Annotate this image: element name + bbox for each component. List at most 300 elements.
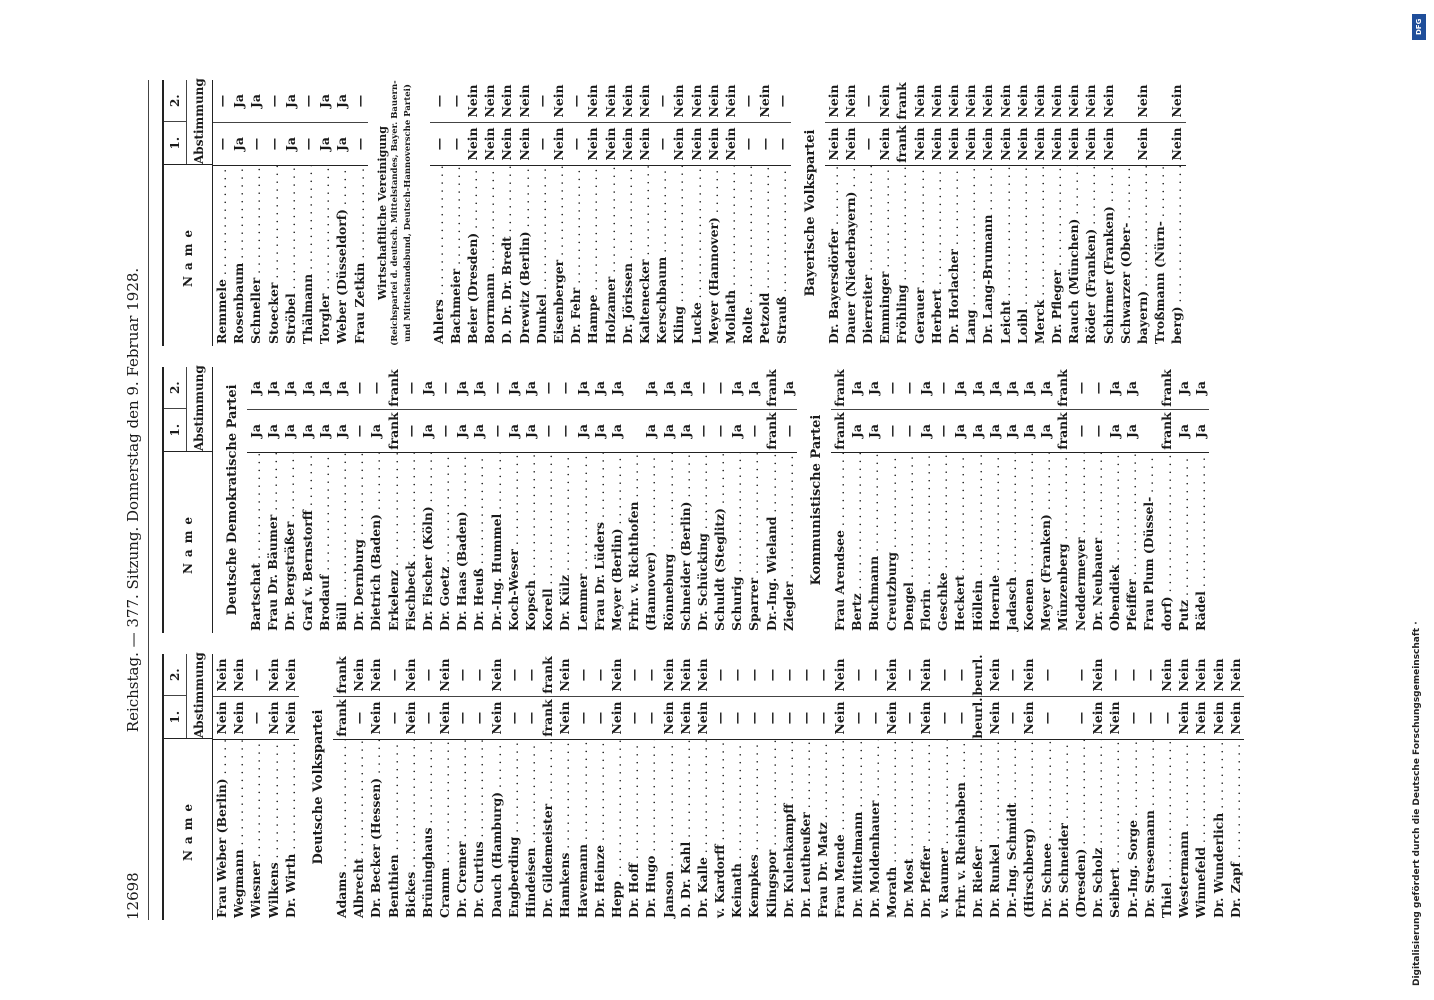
member-name: Benthien . . . (385, 739, 402, 920)
member-name: Kempkes . . . (745, 739, 762, 920)
vote-1-cell: — (470, 696, 487, 739)
vote-2-cell: Nein (1021, 658, 1037, 692)
table-row (825, 80, 842, 346)
table-row (619, 80, 636, 346)
member-name: Klingspor . . . (763, 739, 780, 920)
member-name: Dr. Curtius . . . (470, 739, 487, 920)
party-heading (213, 367, 247, 633)
table-row (602, 80, 619, 346)
vote-2-cell: Nein (997, 84, 1013, 118)
member-name: Dr. Scholz . . . (1089, 739, 1106, 920)
vote-2-cell: — (866, 668, 882, 682)
table-row (453, 654, 470, 920)
table-header (164, 367, 213, 633)
vote-2-cell: Nein (842, 84, 858, 118)
vote-2-cell: Nein (1014, 84, 1030, 118)
vote-2-cell: Ja (677, 381, 693, 395)
vote-2-cell: — (437, 381, 453, 395)
vote-1-cell: Nein (1082, 122, 1099, 165)
vote-2-cell: — (1073, 668, 1088, 682)
table-row (1192, 654, 1209, 920)
vote-1-cell: Ja (642, 409, 659, 452)
vote-2-cell: Ja (333, 381, 349, 395)
table-row (831, 367, 848, 633)
member-name: Albrecht . . . (350, 739, 367, 920)
table-row (505, 367, 522, 633)
member-name: Remmele . . . (213, 165, 230, 346)
vote-1-cell: Ja (608, 409, 625, 452)
member-name: Koenen . . . (1020, 452, 1037, 633)
vote-2-cell: Ja (248, 94, 264, 108)
member-name: Koch-Weser . . . (505, 452, 522, 633)
member-name: Schneider (Berlin) . . . (677, 452, 694, 633)
table-row (780, 654, 797, 920)
table-row (333, 80, 350, 346)
table-row (281, 367, 298, 633)
vote-1-cell: Ja (505, 409, 522, 452)
vote-1-cell: Ja (419, 409, 436, 452)
member-name: Dr. Schnee . . . (1038, 739, 1055, 920)
vote-2-cell: Nein (671, 84, 687, 118)
table-row (763, 367, 780, 633)
member-name: Leicht . . . (997, 165, 1014, 346)
vote-1-header: 1. (164, 696, 186, 739)
vote-2-cell: — (883, 381, 899, 395)
vote-2-cell: Nein (677, 658, 693, 692)
vote-1-cell: Nein (516, 122, 533, 165)
vote-1-cell: — (756, 122, 773, 165)
vote-2-cell: Nein (231, 658, 247, 692)
member-name: Dr. Kalle . . . (694, 739, 711, 920)
table-row (935, 654, 952, 920)
vote-1-cell: — (350, 409, 367, 452)
vote-2-cell (1055, 654, 1072, 696)
vote-1-cell: — (488, 409, 505, 452)
member-name: Dr. Heuß . . . (470, 452, 487, 633)
member-name: Frhr. v. Rheinbaben . . . (952, 739, 969, 920)
vote-1-cell: Ja (1106, 409, 1123, 452)
table-row (1134, 80, 1151, 346)
table-row (488, 654, 505, 920)
member-name: Jadasch . . . (1003, 452, 1020, 633)
vote-2-cell: Nein (465, 84, 481, 118)
party-heading (299, 654, 333, 920)
member-name: Hepp . . . (608, 739, 625, 920)
table-row (282, 80, 299, 346)
vote-1-cell: — (900, 409, 917, 452)
member-name: Ziegler . . . (780, 452, 797, 633)
member-name: Neddermeyer . . . (1072, 452, 1089, 633)
vote-1-cell: — (350, 696, 367, 739)
member-name: Münzenberg . . . (1054, 452, 1071, 633)
table-row (591, 367, 608, 633)
table-row (1065, 80, 1082, 346)
vote-1-cell: Ja (1037, 409, 1054, 452)
table-row (447, 80, 464, 346)
member-name: Dr. Fehr . . . (567, 165, 584, 346)
table-row (677, 367, 694, 633)
member-name: Thiel . . . (1158, 739, 1175, 920)
table-row (969, 367, 986, 633)
vote-1-cell: frank (1158, 409, 1175, 452)
table-row (711, 367, 728, 633)
member-name: Röder (Franken) . . . (1082, 165, 1099, 346)
member-name: Büll . . . (333, 452, 350, 633)
table-row (797, 654, 814, 920)
vote-1-cell: — (780, 409, 797, 452)
member-name: Dauer (Niederbayern) . . . (842, 165, 859, 346)
vote-1-cell: Nein (945, 122, 962, 165)
name-column-header: Name (164, 451, 212, 633)
vote-1-cell: Nein (1100, 122, 1117, 165)
member-name: Creutzburg . . . (883, 452, 900, 633)
table-row (1227, 654, 1244, 920)
member-name: D. Dr. Kahl . . . (677, 739, 694, 920)
vote-2-cell: Ja (746, 381, 762, 395)
table-row (694, 654, 711, 920)
vote-1-cell: Ja (247, 409, 264, 452)
vote-2-cell: Ja (780, 381, 796, 395)
member-name: Cramm . . . (436, 739, 453, 920)
vote-1-cell: Ja (230, 122, 247, 165)
member-name: Dr. Mittelmann . . . (849, 739, 866, 920)
member-name: Wegmann . . . (230, 739, 247, 920)
vote-1-cell: — (934, 409, 951, 452)
vote-2-cell: Nein (987, 658, 1003, 692)
vote-1-cell: Nein (402, 696, 419, 739)
vote-1-cell: — (935, 696, 952, 739)
table-row (539, 654, 556, 920)
party-subtitle: (Reichspartei d. deutsch. Mittelstandes, Bayer. Bauern- und Mittelstandsbund, Deutsch-Hannoversche Partei) (389, 80, 413, 346)
member-name: Dr. Külz . . . (556, 452, 573, 633)
member-name: Dr. Fischer (Köln) . . . (419, 452, 436, 633)
vote-2-cell: Nein (1031, 84, 1047, 118)
vote-2-cell: Ja (986, 381, 1002, 395)
vote-1-cell: Nein (928, 122, 945, 165)
table-row (333, 654, 350, 920)
vote-2-cell: Nein (832, 658, 848, 692)
vote-2-cell: Nein (265, 658, 281, 692)
vote-1-cell: Nein (705, 122, 722, 165)
vote-1-cell: Ja (1003, 409, 1020, 452)
vote-1-cell: — (1141, 696, 1158, 739)
member-name: Rosenbaum . . . (230, 165, 247, 346)
vote-2-cell: frank (333, 656, 349, 694)
table-row (1020, 367, 1037, 633)
member-name: Putz . . . (1175, 452, 1192, 633)
vote-2-cell: Ja (334, 94, 350, 108)
table-row (436, 367, 453, 633)
vote-2-cell: Nein (1049, 84, 1065, 118)
table-row (316, 80, 333, 346)
vote-2-cell: Nein (1090, 658, 1106, 692)
table-row (1014, 80, 1031, 346)
party-name: Deutsche Volkspartei (310, 709, 326, 865)
member-name: Weber (Düsseldorf) . . . (333, 165, 350, 346)
vote-2-cell: Ja (265, 381, 281, 395)
member-name: Schneller . . . (247, 165, 264, 346)
table-row (556, 367, 573, 633)
vote-1-cell: — (773, 122, 790, 165)
vote-2-cell: Nein (688, 84, 704, 118)
vote-1-cell: Ja (522, 409, 539, 452)
member-name: Ahlers . . . (430, 165, 447, 346)
member-name: bayern) . . . (1134, 165, 1151, 346)
vote-2-cell: — (900, 381, 916, 395)
member-name: Kopsch . . . (522, 452, 539, 633)
vote-2-cell (1117, 80, 1134, 122)
table-row (230, 654, 247, 920)
vote-2-cell: Nein (351, 658, 367, 692)
vote-2-cell: — (591, 668, 607, 682)
vote-1-cell: Nein (876, 122, 893, 165)
vote-2-cell: frank (1158, 369, 1174, 407)
vote-2-cell: — (488, 381, 504, 395)
vote-2-cell: frank (385, 369, 401, 407)
table-row (1089, 367, 1106, 633)
member-name: Meyer (Franken) . . . (1037, 452, 1054, 633)
table-row (436, 654, 453, 920)
vote-2-cell: Ja (1107, 381, 1122, 395)
vote-2-cell: — (935, 381, 951, 395)
table-row (876, 80, 893, 346)
vote-2-cell: beurl. (969, 654, 985, 696)
vote-1-header: 1. (164, 122, 186, 165)
table-row (1082, 80, 1099, 346)
member-name: Dr. Rießer . . . (969, 739, 986, 920)
member-name: Frau Arendsee . . . (831, 452, 848, 633)
vote-1-cell: Ja (470, 409, 487, 452)
vote-column-header (164, 367, 212, 451)
member-name: Dr. Schneider . . . (1055, 739, 1072, 920)
vote-1-cell: Ja (917, 409, 934, 452)
vote-2-cell: Nein (482, 84, 498, 118)
member-name: Borrmann . . . (481, 165, 498, 346)
vote-2-cell: — (712, 381, 728, 395)
member-name: Dr. Jörissen . . . (619, 165, 636, 346)
member-name: Emminger . . . (876, 165, 893, 346)
vote-table-column-3 (162, 80, 1402, 346)
table-row (865, 367, 882, 633)
member-name: Morath . . . (883, 739, 900, 920)
vote-2-cell: Nein (557, 658, 573, 692)
member-name: Dr. Most . . . (900, 739, 917, 920)
vote-1-cell: Ja (1175, 409, 1192, 452)
member-name: Frau Plum (Düssel- . . . (1140, 452, 1157, 633)
vote-2-cell: Ja (729, 381, 745, 395)
table-row (333, 367, 350, 633)
vote-2-cell (1151, 80, 1168, 122)
table-row (608, 367, 625, 633)
vote-1-cell: Nein (979, 122, 996, 165)
vote-2-cell: — (402, 381, 418, 395)
table-row (1151, 80, 1168, 346)
vote-1-cell: — (797, 696, 814, 739)
vote-2-cell: — (1089, 381, 1105, 395)
member-name: Hoernle . . . (986, 452, 1003, 633)
table-row (230, 80, 247, 346)
vote-2-cell: — (729, 668, 745, 682)
vote-2-cell: Nein (1158, 658, 1174, 692)
table-row (625, 654, 642, 920)
member-name: Dr.-Ing. Wieland . . . (763, 452, 780, 633)
vote-2-cell: Nein (1227, 658, 1243, 692)
table-row (928, 80, 945, 346)
vote-1-cell: Nein (722, 122, 739, 165)
member-name: Frau Dr. Matz . . . (814, 739, 831, 920)
vote-2-cell: — (815, 668, 831, 682)
vote-2-cell: Ja (282, 381, 298, 395)
vote-2-cell: Ja (316, 381, 332, 395)
party-name: Bayerische Volkspartei (802, 129, 818, 297)
table-row (1106, 367, 1123, 633)
table-row (728, 367, 745, 633)
vote-1-cell: Nein (670, 122, 687, 165)
vote-2-cell: frank (763, 369, 779, 407)
vote-2-cell: — (447, 94, 463, 108)
member-name: Schwarzer (Ober- . . . (1117, 165, 1134, 346)
table-row (351, 80, 368, 346)
table-row (385, 654, 402, 920)
table-row (1175, 367, 1192, 633)
member-name: Schurig . . . (728, 452, 745, 633)
vote-1-cell: — (556, 409, 573, 452)
vote-2-cell: — (351, 94, 367, 108)
member-name: Dr. Neubauer . . . (1089, 452, 1106, 633)
table-row (951, 367, 968, 633)
vote-2-cell: Nein (694, 658, 710, 692)
vote-1-cell: — (299, 122, 316, 165)
member-name: Frau Dr. Lüders . . . (591, 452, 608, 633)
table-row (1089, 654, 1106, 920)
vote-2-cell: Ja (1192, 381, 1208, 395)
vote-1-cell: — (522, 696, 539, 739)
vote-2-cell: Nein (877, 84, 893, 118)
vote-1-cell: Ja (1123, 409, 1140, 452)
vote-1-cell: Nein (986, 696, 1003, 739)
table-row (1168, 80, 1185, 346)
table-row (419, 367, 436, 633)
vote-2-cell: — (763, 668, 779, 682)
table-row (522, 367, 539, 633)
vote-1-cell: — (1003, 696, 1020, 739)
vote-2-cell: Nein (1083, 84, 1099, 118)
vote-2-cell: — (540, 381, 556, 395)
vote-2-cell: Nein (608, 658, 624, 692)
member-name: Dr. Pfeffer . . . (917, 739, 934, 920)
member-name: Dr. Gildemeister . . . (539, 739, 556, 920)
vote-1-cell: Nein (842, 122, 859, 165)
table-row (763, 654, 780, 920)
member-name: Dr. Dernburg . . . (350, 452, 367, 633)
vote-1-cell: Nein (1031, 122, 1048, 165)
table-row (642, 367, 659, 633)
table-row (636, 80, 653, 346)
vote-2-cell: — (471, 668, 487, 682)
vote-2-cell: frank (1055, 369, 1071, 407)
vote-2-cell: — (849, 668, 865, 682)
table-row (745, 367, 762, 633)
table-row (1192, 367, 1209, 633)
member-name: Rädel . . . (1192, 452, 1209, 633)
vote-2-cell: — (1107, 668, 1123, 682)
table-row (316, 367, 333, 633)
member-name: Dr. Leutheußer . . . (797, 739, 814, 920)
vote-2-cell: Ja (231, 94, 247, 108)
page-header (118, 80, 152, 920)
vote-1-cell: Nein (1210, 696, 1227, 739)
member-name: Gerauer . . . (911, 165, 928, 346)
member-name: Dauch (Hamburg) . . . (488, 739, 505, 920)
vote-1-cell: Ja (1192, 409, 1209, 452)
table-row (997, 80, 1014, 346)
vote-1-cell: Nein (1192, 696, 1209, 739)
vote-2-cell: Ja (849, 381, 865, 395)
vote-2-cell: Nein (945, 84, 961, 118)
vote-2-cell: — (654, 94, 670, 108)
table-row (780, 367, 797, 633)
member-name: Dr. Pfleger . . . (1048, 165, 1065, 346)
vote-1-cell: — (419, 696, 436, 739)
vote-1-cell: frank (763, 409, 780, 452)
vote-2-cell: Ja (505, 381, 521, 395)
vote-table-column-1 (162, 654, 1402, 920)
vote-2-cell: Ja (574, 381, 590, 395)
member-name: (Hirschberg) . . . (1020, 739, 1037, 920)
vote-2-cell: — (1038, 668, 1054, 682)
vote-2-cell: — (568, 94, 584, 108)
member-name: Wiesner . . . (247, 739, 264, 920)
table-row (1158, 367, 1175, 633)
table-row (1038, 654, 1055, 920)
table-row (533, 80, 550, 346)
vote-1-cell: — (763, 696, 780, 739)
table-row (677, 654, 694, 920)
vote-1-cell: Nein (997, 122, 1014, 165)
vote-2-cell: Ja (454, 381, 470, 395)
member-name: Rönneburg . . . (660, 452, 677, 633)
table-row (367, 654, 384, 920)
table-row (900, 654, 917, 920)
member-name: Dr. Schücking . . . (694, 452, 711, 633)
table-row (402, 367, 419, 633)
vote-1-cell (625, 409, 642, 452)
document-page (118, 80, 1418, 920)
member-name: Schirmer (Franken) . . . (1100, 165, 1117, 346)
table-row (969, 654, 986, 920)
vote-1-cell: — (642, 696, 659, 739)
vote-2-cell: Nein (660, 658, 676, 692)
vote-1-cell: Nein (677, 696, 694, 739)
vote-2-cell: Nein (636, 84, 652, 118)
table-row (986, 367, 1003, 633)
party-heading (797, 367, 831, 633)
vote-2-cell: frank (894, 82, 910, 120)
vote-1-cell: Nein (608, 696, 625, 739)
table-row (1106, 654, 1123, 920)
vote-1-cell: Nein (660, 696, 677, 739)
vote-column-header (164, 654, 212, 738)
member-name: Lucke . . . (688, 165, 705, 346)
member-name: Florin . . . (917, 452, 934, 633)
vote-1-cell: Ja (591, 409, 608, 452)
member-name: Thälmann . . . (299, 165, 316, 346)
table-row (539, 367, 556, 633)
table-row (883, 367, 900, 633)
table-row (299, 80, 316, 346)
vote-1-cell: Ja (728, 409, 745, 452)
vote-1-cell: Nein (1134, 122, 1151, 165)
